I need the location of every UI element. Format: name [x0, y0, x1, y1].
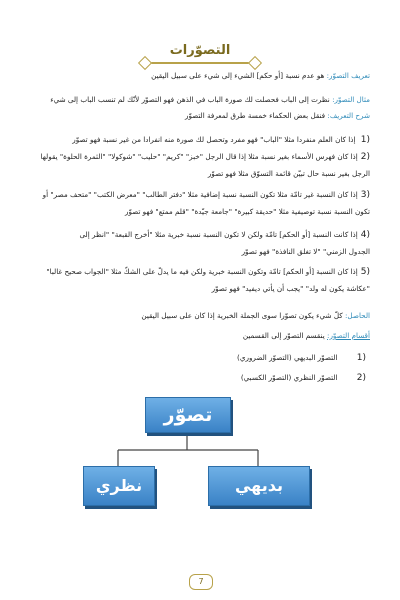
- explanation-text: فنقل بعض الحكماء خمسة طرق لمعرفة التصوّر: [184, 111, 326, 120]
- root-label: تصوّر: [163, 404, 213, 426]
- explanation-label: شرح التعريف:: [327, 111, 370, 120]
- item-text-continued: "عكاشة يكون له ولد" "يجب أن يأتي ديفيد" فهو تصوّر: [211, 284, 370, 293]
- page-number: 7: [189, 574, 213, 590]
- item-number: (1: [360, 135, 370, 145]
- title-underline: [146, 62, 254, 64]
- explanation-paragraph: [28, 110, 370, 122]
- result-paragraph: [28, 310, 370, 322]
- child-box-left: [83, 466, 155, 506]
- division-entry: [24, 372, 366, 384]
- entry-number: (2: [356, 373, 366, 383]
- definition-text: هو عدم نسبة [أو حكم] الشيء إلى شيء على سبيل اليقين: [151, 71, 325, 80]
- entry-text: التصوّر البديهي (التصوّر الضروري): [237, 353, 338, 362]
- right-label: بديهي: [234, 476, 283, 495]
- list-item: [28, 229, 370, 258]
- definition-paragraph: [28, 70, 370, 82]
- divisions-text: ينقسم التصوّر إلى القسمين: [242, 331, 325, 340]
- division-entry: [24, 352, 366, 364]
- list-item: [28, 189, 370, 218]
- example-text: نظرت إلى الباب فحصلت لك صورة الباب في الذهن فهو التصوّر لأنّك لم تنسب الباب إلى شيء: [50, 95, 330, 104]
- entry-number: (1: [356, 353, 366, 363]
- divisions-paragraph: [28, 330, 370, 342]
- child-box-right: [208, 466, 310, 506]
- list-item: [28, 151, 370, 180]
- example-label: مثال التصوّر:: [332, 95, 370, 104]
- list-item: [28, 134, 370, 146]
- entry-text: التصوّر النظري (التصوّر الكسبي): [240, 373, 338, 382]
- item-number: (5: [360, 267, 370, 277]
- item-number: (4: [360, 230, 370, 240]
- item-number: (3: [360, 190, 370, 200]
- divisions-label: أقسام التصوّر:: [327, 331, 370, 340]
- item-text: إذا كانت النسبة [أو الحكم] تامّة ولكن لا تكون النسبة نسبة خبرية مثلا "أخرج القبعة" "انظر إلى: [79, 230, 358, 239]
- item-number: (2: [360, 152, 370, 162]
- root-box: [145, 397, 231, 433]
- item-text: إذا كان النسبة غير تامّة مثلا تكون النسبة نسبة إضافية مثلا "دفتر الطالب" "معرض الكتب" "متحف مصر" أو: [42, 190, 358, 199]
- section-title: [140, 42, 260, 64]
- result-label: الحاصل:: [345, 311, 370, 320]
- title-text: التصوّرات: [169, 43, 231, 58]
- item-text: إذا كان النسبة [أو الحكم] تامّة وتكون النسبة خبرية ولكن فيه ما يدلّ على الشكّ مثلا "الجواب صحيح غالبا": [46, 267, 358, 276]
- item-text-continued: الرجل بغير نسبة حال تبيّن قائمة التسوّق مثلا فهو تصوّر: [207, 169, 370, 178]
- example-paragraph: [28, 94, 370, 106]
- left-label: نظري: [95, 476, 143, 495]
- result-text: كلّ شيء يكون تصوّرا سوى الجملة الخبرية إذا كان على سبيل اليقين: [141, 311, 343, 320]
- definition-label: تعريف التصوّر:: [326, 71, 370, 80]
- item-text: إذا كان فهرس الأسماء بغير نسبة مثلا إذا قال الرجل "خبز" "كريم" "حليب" "شوكولا" "الثمرة الحلوة" يقولها: [40, 152, 358, 161]
- item-text: إذا كان العلم منفردا مثلا "الباب" فهو مفرد وتحصل لك صورة منه انفرادا من غير نسبة فهو تصوّر: [72, 135, 356, 144]
- item-text-continued: تكون النسبة نسبة توصيفية مثلا "حديقة كبيرة" "جامعة جيّدة" "قلم ممتع" فهو تصوّر: [124, 207, 370, 216]
- item-text-continued: الجدول الزمني" "لا تغلق النافذة" فهو تصوّر: [241, 247, 370, 256]
- list-item: [28, 266, 370, 295]
